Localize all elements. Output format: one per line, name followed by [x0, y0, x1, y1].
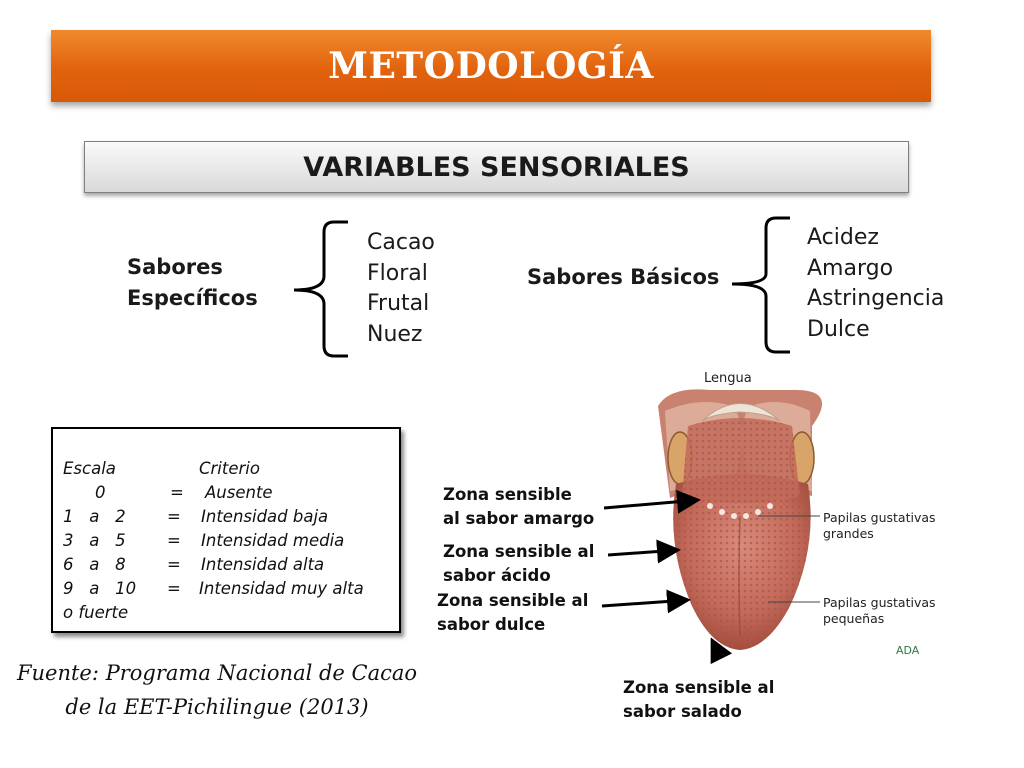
list-item: Nuez	[367, 321, 423, 347]
criterion-header: Criterio	[199, 459, 260, 478]
zone-amargo-label: Zona sensible al sabor amargo	[443, 485, 595, 528]
specific-brace-icon	[290, 218, 352, 360]
tongue-illustration	[640, 366, 940, 656]
title-bar	[51, 30, 931, 102]
scale-box: Escala Criterio 0 = Ausente 1 a 2 = Intensidad baja 3 a 5 = Intensidad media 6 a 8 = Intensidad alta 9 a 10 = Intensidad muy alta o fuerte	[51, 427, 401, 633]
basic-brace-icon	[728, 214, 794, 356]
page-title: METODOLOGÍA	[328, 45, 654, 87]
list-item: Frutal	[367, 291, 430, 316]
list-item: Cacao	[367, 230, 435, 255]
list-item: Floral	[367, 260, 428, 286]
list-item: Acidez	[807, 225, 879, 250]
subtitle-bar	[84, 141, 909, 193]
source-line2: de la EET-Pichilingue (2013)	[65, 695, 369, 719]
specific-label-line2: Específicos	[127, 286, 258, 310]
label-large-papillae: Papilas gustativas grandes	[823, 510, 936, 541]
list-item: Astringencia	[807, 286, 945, 311]
illustration-title: Lengua	[704, 371, 752, 386]
list-item: Dulce	[807, 316, 870, 342]
basic-flavors-list	[807, 223, 944, 345]
scale-header: Escala	[63, 459, 116, 478]
basic-flavors-label: Sabores Básicos	[527, 265, 720, 289]
list-item: Amargo	[807, 255, 894, 281]
scale-tail: o fuerte	[63, 603, 129, 622]
zone-acido-label: Zona sensible al sabor ácido	[443, 542, 595, 585]
watermark-logo: ADA	[896, 644, 920, 657]
label-small-papillae: Papilas gustativas pequeñas	[823, 595, 936, 626]
zone-dulce-label: Zona sensible al sabor dulce	[437, 591, 589, 634]
zone-salado-label: Zona sensible al sabor salado	[623, 678, 775, 721]
specific-label-line1: Sabores	[127, 255, 223, 279]
source-line1: Fuente: Programa Nacional de Cacao	[16, 661, 418, 685]
section-subtitle: VARIABLES SENSORIALES	[303, 151, 690, 183]
specific-flavors-label	[127, 252, 258, 314]
specific-flavors-list	[367, 228, 435, 350]
source-citation	[12, 656, 422, 724]
